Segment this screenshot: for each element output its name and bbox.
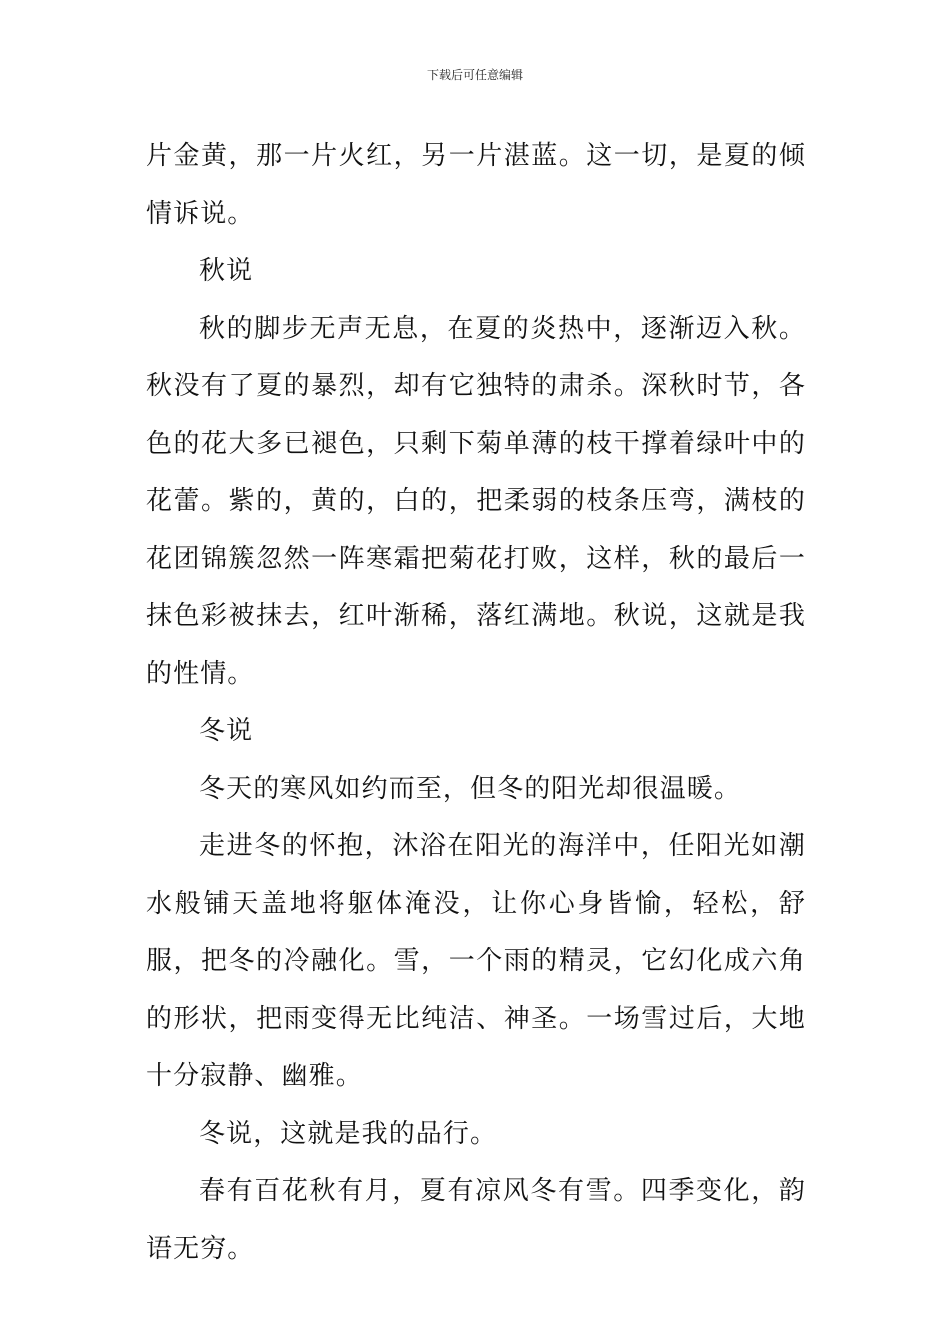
paragraph-winter-wind: 冬天的寒风如约而至，但冬的阳光却很温暖。 bbox=[199, 773, 742, 804]
paragraph-summer-ending: 片金黄，那一片火红，另一片湛蓝。这一切，是夏的倾情诉说。 bbox=[146, 141, 806, 229]
paragraph-autumn: 秋的脚步无声无息，在夏的炎热中，逐渐迈入秋。秋没有了夏的暴烈，却有它独特的肃杀。深秋时节，各色的花大多已褪色，只剩下菊单薄的枝干撑着绿叶中的花蕾。紫的，黄的，白的，把柔弱的枝条压弯，满枝的花团锦簇忽然一阵寒霜把菊花打败，这样，秋的最后一抹色彩被抹去，红叶渐稀，落红满地。秋说，这就是我的性情。 bbox=[146, 313, 806, 689]
document-body bbox=[146, 128, 806, 1278]
paragraph-four-seasons: 春有百花秋有月，夏有凉风冬有雪。四季变化，韵语无穷。 bbox=[146, 1176, 806, 1264]
paragraph-winter-conduct: 冬说，这就是我的品行。 bbox=[199, 1118, 498, 1149]
heading-winter: 冬说 bbox=[199, 716, 254, 746]
page-header-note: 下载后可任意编辑 bbox=[426, 68, 523, 82]
paragraph-winter-embrace: 走进冬的怀抱，沐浴在阳光的海洋中，任阳光如潮水般铺天盖地将躯体淹没，让你心身皆愉，轻松，舒服，把冬的冷融化。雪，一个雨的精灵，它幻化成六角的形状，把雨变得无比纯洁、神圣。一场雪过后，大地十分寂静、幽雅。 bbox=[146, 831, 806, 1091]
heading-autumn: 秋说 bbox=[199, 256, 254, 286]
